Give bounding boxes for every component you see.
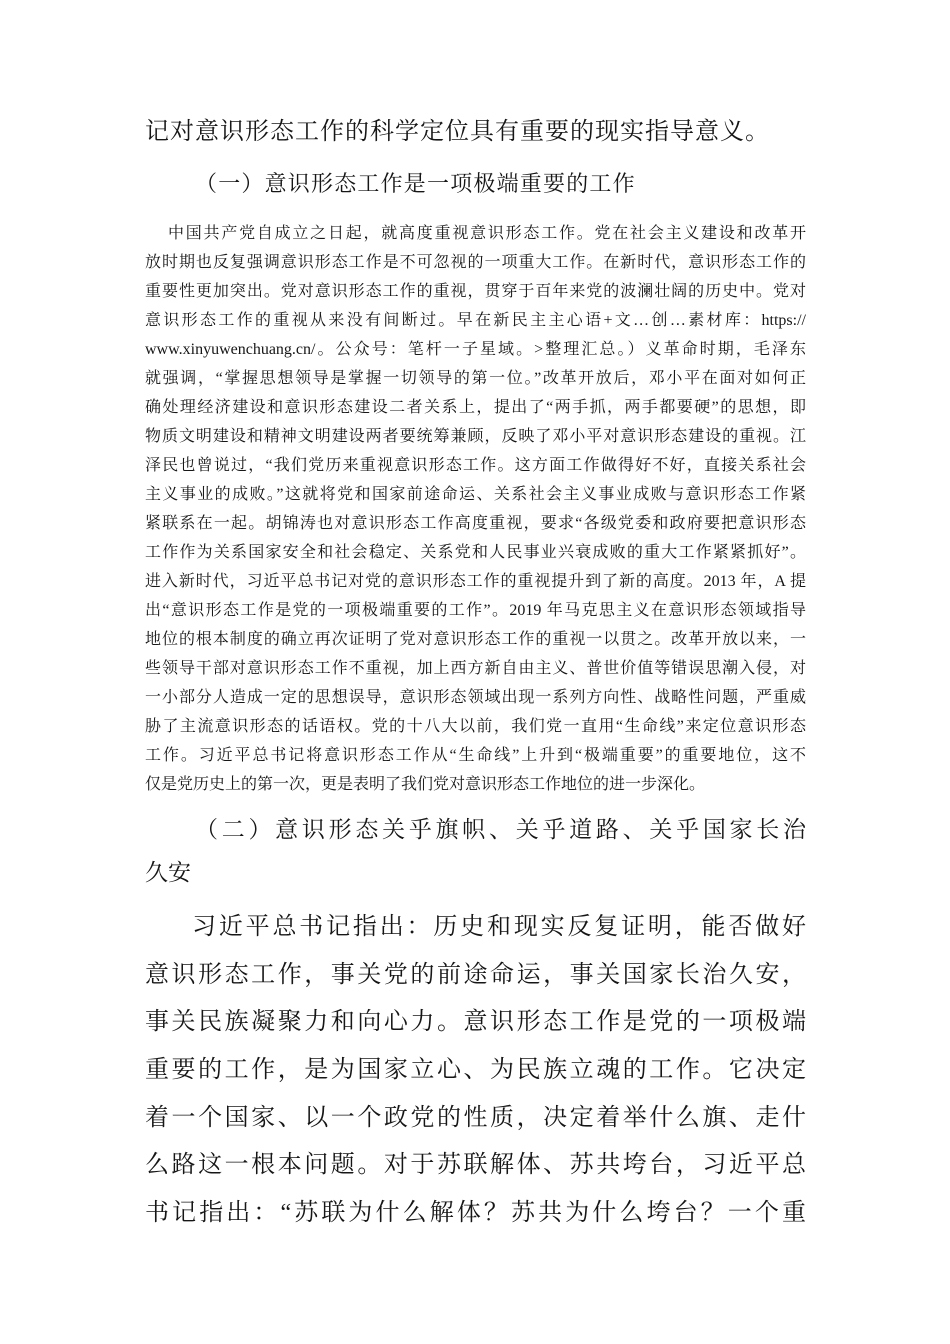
section-1-paragraph [145, 219, 806, 799]
continuation-paragraph [145, 108, 806, 156]
section-2-paragraph [145, 904, 806, 1238]
section-1-heading-block [145, 164, 806, 204]
paragraph-line: 确处理经济建设和意识形态建设二者关系上，提出了“两手抓，两手都要硬”的思想，即 [145, 399, 806, 416]
paragraph-line: 胁了主流意识形态的话语权。党的十八大以前，我们党一直用“生命线”来定位意识形态 [145, 718, 806, 735]
section-2-heading [145, 808, 806, 894]
paragraph-line: 着一个国家、以一个政党的性质，决定着举什么旗、走什 [145, 1104, 806, 1131]
paragraph-line: 意识形态工作，事关党的前途命运，事关国家长治久安， [145, 961, 806, 988]
paragraph-line: 进入新时代，习近平总书记对党的意识形态工作的重视提升到了新的高度。2013 年，A 提 [145, 573, 806, 590]
paragraph-line: 地位的根本制度的确立再次证明了党对意识形态工作的重视一以贯之。改革开放以来，一 [145, 631, 806, 648]
paragraph-line: 紧联系在一起。胡锦涛也对意识形态工作高度重视，要求“各级党委和政府要把意识形态 [145, 515, 806, 532]
paragraph-line: 事关民族凝聚力和向心力。意识形态工作是党的一项极端 [145, 1009, 806, 1036]
paragraph-line: 些领导干部对意识形态工作不重视，加上西方新自由主义、普世价值等错误思潮入侵，对 [145, 660, 806, 677]
paragraph-line: 记对意识形态工作的科学定位具有重要的现实指导意义。 [145, 119, 770, 145]
paragraph-line: 主义事业的成败。”这就将党和国家前途命运、关系社会主义事业成败与意识形态工作紧 [145, 486, 806, 503]
paragraph-line: 书记指出：“苏联为什么解体？苏共为什么垮台？一个重 [145, 1200, 806, 1227]
paragraph-line: 工作作为关系国家安全和社会稳定、关系党和人民事业兴衰成败的重大工作紧紧抓好”。 [145, 544, 806, 561]
section-1-heading: （一）意识形态工作是一项极端重要的工作 [195, 171, 636, 196]
paragraph-line: 出“意识形态工作是党的一项极端重要的工作”。2019 年马克思主义在意识形态领域指导 [145, 602, 806, 619]
paragraph-line: 习近平总书记指出：历史和现实反复证明，能否做好 [192, 914, 806, 940]
paragraph-line: 意识形态工作的重视从来没有间断过。早在新民主主心语+文…创…素材库：https:// [145, 312, 806, 329]
paragraph-line: 么路这一根本问题。对于苏联解体、苏共垮台，习近平总 [145, 1152, 806, 1179]
section-2-heading-line: （二）意识形态关乎旗帜、关乎道路、关乎国家长治 [195, 817, 806, 842]
paragraph-line: 重要的工作，是为国家立心、为民族立魂的工作。它决定 [145, 1057, 806, 1084]
paragraph-line: 物质文明建设和精神文明建设两者要统筹兼顾，反映了邓小平对意识形态建设的重视。江 [145, 428, 806, 445]
paragraph-line: 一小部分人造成一定的思想误导，意识形态领域出现一系列方向性、战略性问题，严重威 [145, 689, 806, 706]
paragraph-line: 就强调，“掌握思想领导是掌握一切领导的第一位。”改革开放后，邓小平在面对如何正 [145, 370, 806, 387]
paragraph-line: 重要性更加突出。党对意识形态工作的重视，贯穿于百年来党的波澜壮阔的历史中。党对 [145, 283, 806, 300]
paragraph-line: 中国共产党自成立之日起，就高度重视意识形态工作。党在社会主义建设和改革开 [168, 225, 806, 242]
paragraph-line: 放时期也反复强调意识形态工作是不可忽视的一项重大工作。在新时代，意识形态工作的 [145, 254, 806, 271]
paragraph-line: 泽民也曾说过，“我们党历来重视意识形态工作。这方面工作做得好不好，直接关系社会 [145, 457, 806, 474]
section-2-heading-line: 久安 [145, 860, 191, 885]
paragraph-line: 仅是党历史上的第一次，更是表明了我们党对意识形态工作地位的进一步深化。 [145, 776, 706, 793]
paragraph-line: www.xinyuwenchuang.cn/。公众号：笔杆一子星域。>整理汇总。）义革命时期，毛泽东 [145, 341, 806, 358]
paragraph-line: 工作。习近平总书记将意识形态工作从“生命线”上升到“极端重要”的重要地位，这不 [145, 747, 806, 764]
